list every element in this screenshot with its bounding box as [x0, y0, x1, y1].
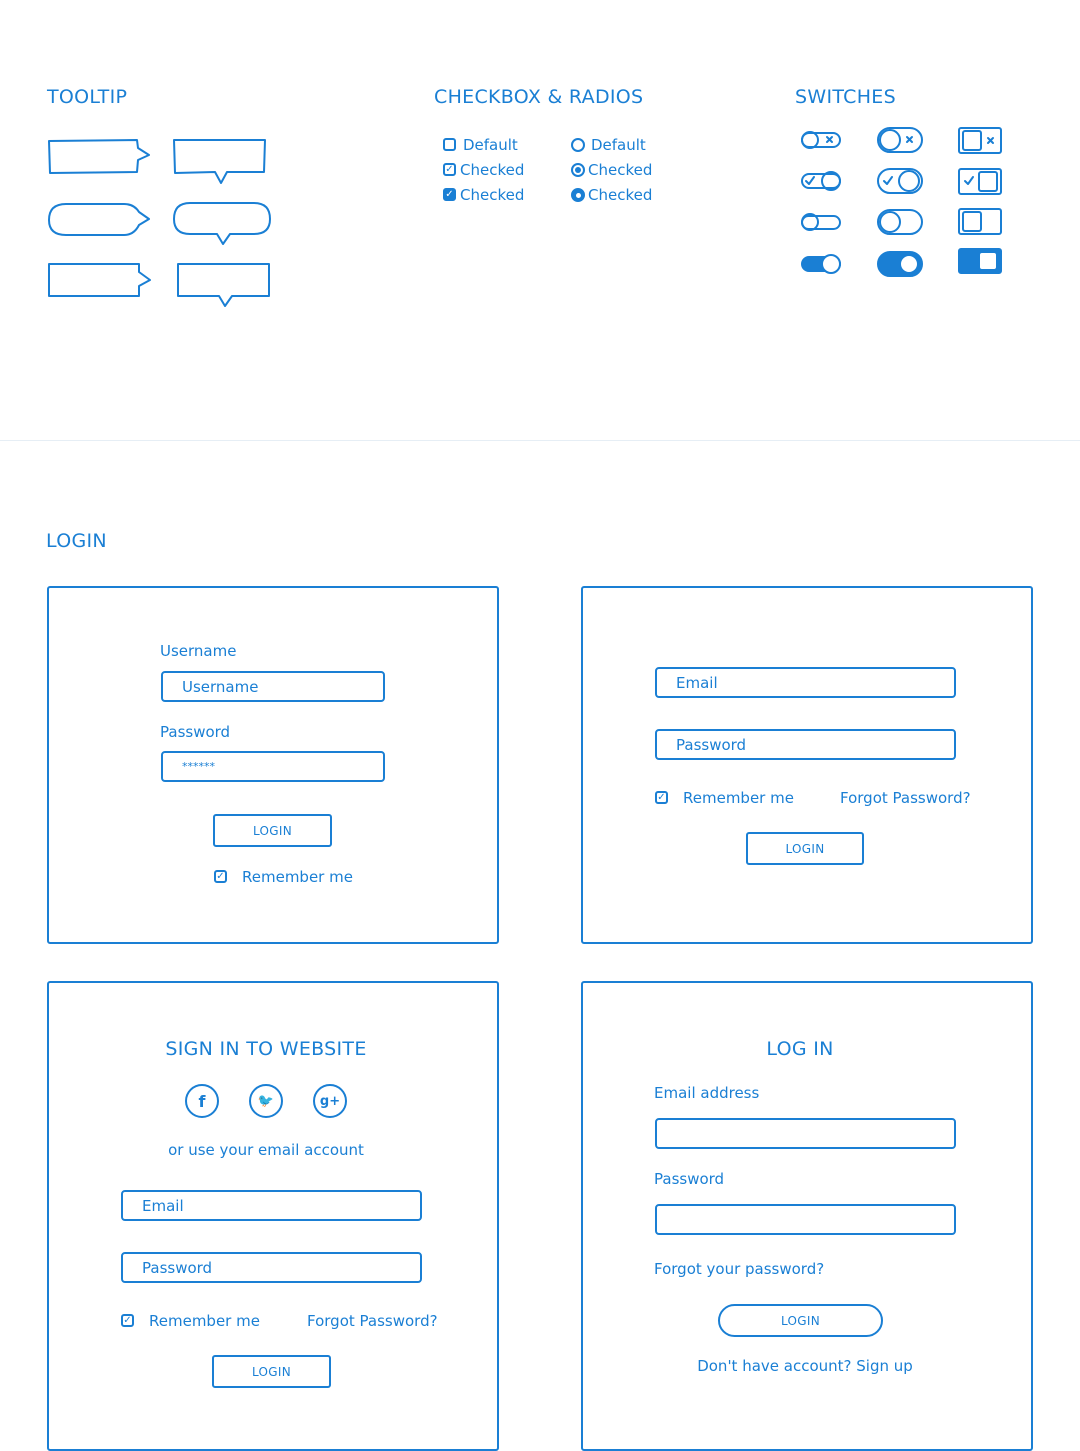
checkbox-checked-filled[interactable]	[443, 188, 456, 201]
checkbox-checked-filled-label: Checked	[460, 186, 525, 204]
alt-login-text: or use your email account	[168, 1141, 364, 1159]
switches-title: SWITCHES	[795, 86, 896, 108]
check-icon: ✓	[445, 163, 454, 175]
facebook-icon[interactable]: f	[185, 1084, 219, 1118]
checkbox-checked[interactable]	[443, 163, 456, 176]
sign-in-title: SIGN IN TO WEBSITE	[165, 1038, 367, 1060]
remember-me-label: Remember me	[149, 1312, 260, 1330]
checkbox-default-label: Default	[463, 136, 518, 154]
password-input[interactable]: Password	[655, 729, 956, 760]
radio-default[interactable]	[571, 138, 585, 152]
radio-checked[interactable]	[571, 163, 585, 177]
radio-default-label: Default	[591, 136, 646, 154]
remember-me-checkbox[interactable]	[655, 791, 668, 804]
google-plus-icon[interactable]: g+	[313, 1084, 347, 1118]
password-input[interactable]: ******	[161, 751, 385, 782]
email-input[interactable]: Email	[655, 667, 956, 698]
check-icon: ✓	[445, 188, 454, 200]
radio-checked-filled[interactable]	[571, 188, 585, 202]
password-label: Password	[654, 1170, 725, 1188]
sign-up-link[interactable]: Don't have account? Sign up	[697, 1357, 913, 1375]
radio-dot-icon	[575, 167, 581, 173]
radio-checked-label: Checked	[588, 161, 653, 179]
radio-checked-filled-label: Checked	[588, 186, 653, 204]
login-card-2	[581, 586, 1033, 944]
email-address-input[interactable]	[655, 1118, 956, 1149]
radio-dot-icon	[576, 193, 581, 198]
remember-me-label: Remember me	[242, 868, 353, 886]
login-button[interactable]: LOGIN	[213, 814, 332, 847]
forgot-password-link[interactable]: Forgot Password?	[307, 1312, 438, 1330]
login-button[interactable]: LOGIN	[212, 1355, 331, 1388]
email-address-label: Email address	[654, 1084, 760, 1102]
check-icon: ✓	[123, 1314, 132, 1326]
remember-me-checkbox[interactable]	[214, 870, 227, 883]
tooltip-title: TOOLTIP	[47, 86, 128, 108]
password-input[interactable]	[655, 1204, 956, 1235]
login-button[interactable]: LOGIN	[746, 832, 864, 865]
twitter-icon[interactable]: 🐦	[249, 1084, 283, 1118]
switch-square-on-filled[interactable]	[0, 0, 1, 1]
username-input[interactable]: Username	[161, 671, 385, 702]
checkbox-checked-label: Checked	[460, 161, 525, 179]
password-label: Password	[160, 723, 231, 741]
login-button[interactable]: LOGIN	[718, 1304, 883, 1337]
section-divider	[0, 440, 1080, 441]
login-section-title: LOGIN	[46, 530, 107, 552]
forgot-password-link[interactable]: Forgot Password?	[840, 789, 971, 807]
remember-me-label: Remember me	[683, 789, 794, 807]
password-input[interactable]: Password	[121, 1252, 422, 1283]
checkbox-radios-title: CHECKBOX & RADIOS	[434, 86, 644, 108]
remember-me-checkbox[interactable]	[121, 1314, 134, 1327]
log-in-title: LOG IN	[766, 1038, 834, 1060]
forgot-your-password-link[interactable]: Forgot your password?	[654, 1260, 825, 1278]
check-icon: ✓	[216, 870, 225, 882]
checkbox-default[interactable]	[443, 138, 456, 151]
username-label: Username	[160, 642, 237, 660]
check-icon: ✓	[657, 791, 666, 803]
email-input[interactable]: Email	[121, 1190, 422, 1221]
